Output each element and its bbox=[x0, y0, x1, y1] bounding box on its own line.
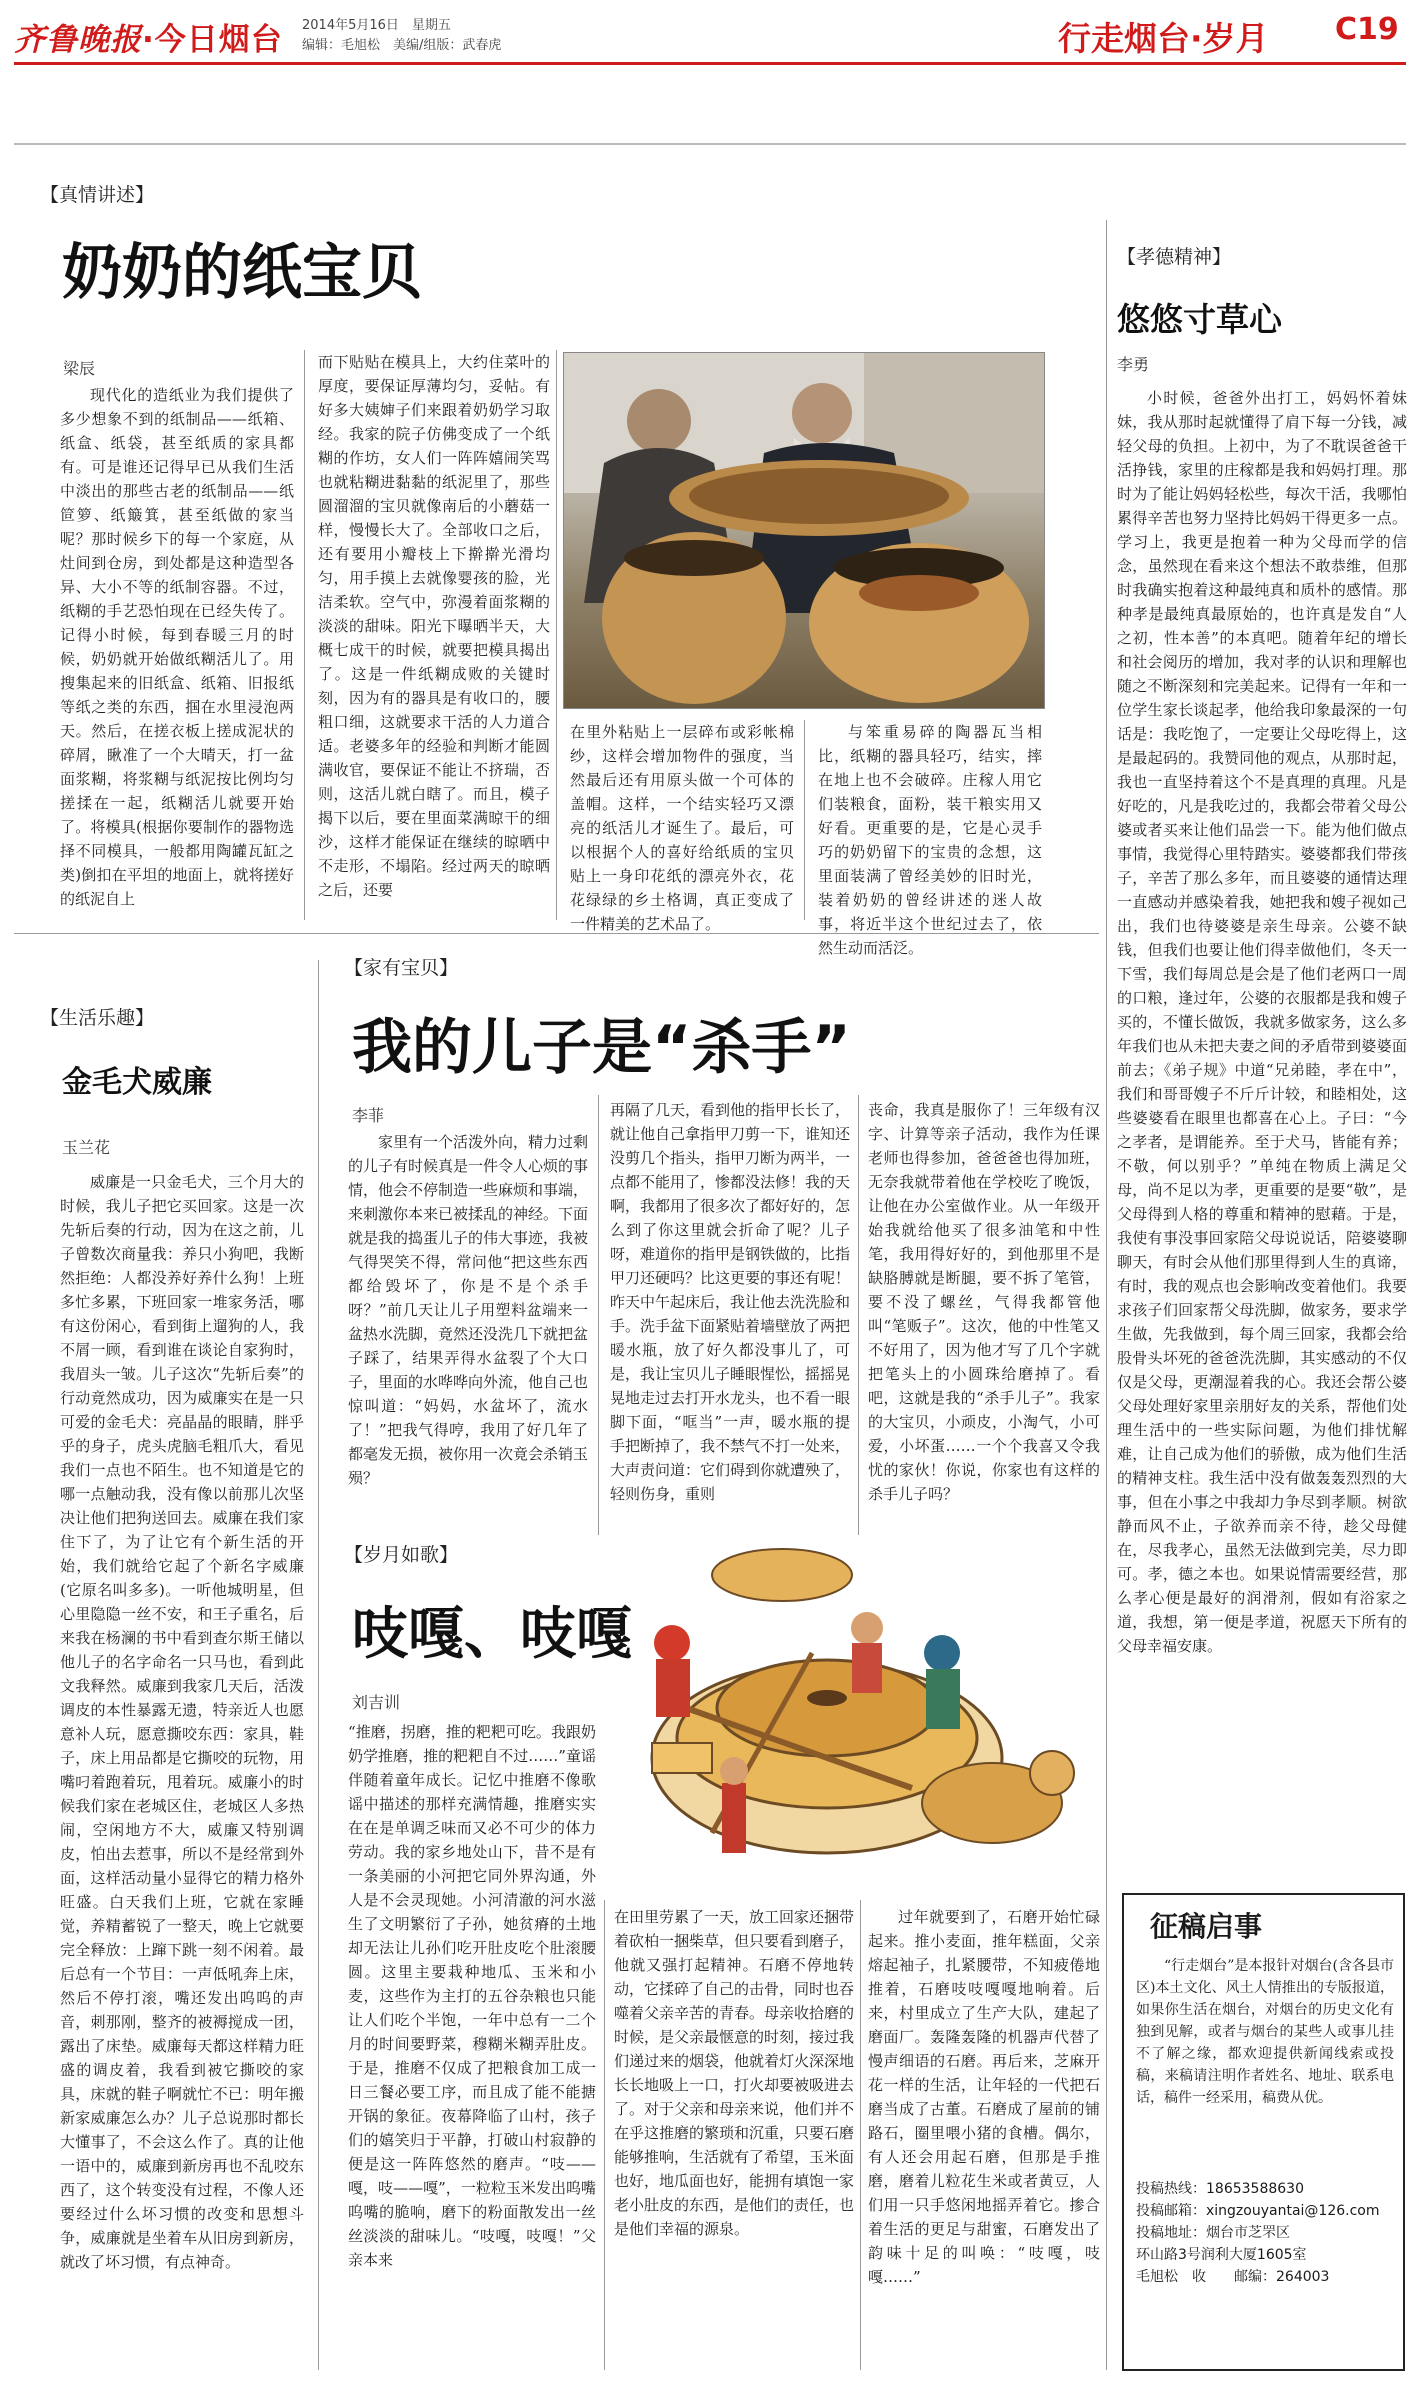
article5-title: 吱嘎、吱嘎 bbox=[352, 1602, 632, 1667]
article5-author: 刘吉训 bbox=[352, 1693, 401, 1712]
notice-contact bbox=[1136, 2178, 1398, 2288]
article2-author: 李勇 bbox=[1117, 355, 1150, 374]
elderly-couple-photo bbox=[563, 352, 1045, 709]
article1-tag: 【真情讲述】 bbox=[40, 184, 155, 206]
article1-col3: 在里外粘贴上一层碎布或彩帐棉纱，这样会增加物件的强度，当然最后还有用原头做一个可体的盖帽。这样，一个结实轻巧又漂亮的纸活儿才诞生了。最后，可以根据个人的喜好给纸质的宝贝贴上一身印花纸的漂亮外衣，花花绿绿的乡土格调，真正变成了一件精美的艺术品了。 bbox=[570, 723, 794, 933]
article3-title: 我的儿子是“杀手” bbox=[352, 1013, 851, 1083]
article1-title: 奶奶的纸宝贝 bbox=[62, 238, 422, 308]
brand-name: 齐鲁晚报 bbox=[14, 22, 142, 58]
brand-logo bbox=[14, 14, 283, 59]
column-divider bbox=[598, 1095, 599, 1535]
article4-title: 金毛犬威廉 bbox=[62, 1065, 212, 1100]
article1-author: 梁辰 bbox=[63, 359, 96, 378]
article1-col4: 与笨重易碎的陶器瓦当相比，纸糊的器具轻巧，结实，摔在地上也不会破碎。庄稼人用它们装粮食，面粉，装干粮实用又好看。更重要的是，它是心灵手巧的奶奶留下的宝贵的念想，这里面装满了曾经美妙的旧时光，装着奶奶的曾经讲述的迷人故事，将近半这个世纪过去了，依然生动而活泛。 bbox=[818, 723, 1042, 957]
article4-body: 威廉是一只金毛犬，三个月大的时候，我儿子把它买回家。这是一次先斩后奏的行动，因为在这之前，儿子曾数次商量我：养只小狗吧，我断然拒绝：人都没养好养什么狗！上班多忙多累，下班回家一堆家务活，哪有这份闲心，看到街上遛狗的人，我不屑一顾，看到谁在谈论自家狗时，我眉头一皱。儿子这次“先斩后奏”的行动竟然成功，因为威廉实在是一只可爱的金毛犬：亮晶晶的眼睛，胖乎乎的身子，虎头虎脑毛粗爪大，看见我们一点也不陌生。也不知道是它的哪一点触动我，没有像以前那儿次坚决让他们把狗送回去。威廉在我们家住下了，为了让它有个新生活的开始，我们就给它起了个新名字威廉(它原名叫多多)。一听他城明星，但心里隐隐一丝不安，和王子重名，后来我在杨澜的书中看到查尔斯王储以他儿子的名字命名一只马也，看到此文我释然。威廉到我家几天后，活泼调皮的本性暴露无遗，特亲近人也愿意补人玩，愿意撕咬东西：家具，鞋子，床上用品都是它撕咬的玩物，用嘴叼着跑着玩，甩着玩。威廉小的时候我们家在老城区住，老城区人多热闹，空闲地方不大，威廉又特别调皮，怕出去惹事，所以不是经常到外面，这样活动量小显得它的精力格外旺盛。白天我们上班，它就在家睡觉，养精蓄锐了一整天，晚上它就要完全释放：上蹿下跳一刻不闲着。最后总有一个节目：一声低吼奔上床，然后不停打滚，嘴还发出呜呜的声音，刺那刚，整齐的被褥搅成一团，露出了床垫。威廉每天都这样精力旺盛的调皮着，我看到被它撕咬的家具，床就的鞋子啊就忙不已：明年搬新家威廉怎么办？儿子总说那时都长大懂事了，不会这么作了。真的让他一语中的，威廉到新房再也不乱咬东西了，这个转变没有过程，不像人还要经过什么坏习惯的改变和思想斗争，威廉就是坐着车从旧房到新房，就改了坏习惯，有点神奇。 bbox=[60, 1173, 304, 2271]
column-divider bbox=[556, 350, 557, 920]
notice-title: 征稿启事 bbox=[1150, 1910, 1263, 1943]
article5-col1: “推磨，拐磨，推的粑粑可吃。我跟奶奶学推磨，推的粑粑自不过……”童谣伴随着童年成长。记忆中推磨不像歌谣中描述的那样充满情趣，推磨实实在在是单调乏味而又必不可少的体力劳动。我的家乡地处山下，昔不是有一条美丽的小河把它同外界沟通，外人是不会灵现她。小河清澈的河水滋生了文明繁衍了子孙，她贫瘠的土地却无法让儿孙们吃开肚皮吃个肚滚腰圆。这里主要栽种地瓜、玉米和小麦，这些作为主打的五谷杂粮也只能让人们吃个半饱，一年中总有一二个月的时间要野菜，穆糊米糊弄肚皮。于是，推磨不仅成了把粮食加工成一日三餐必要工序，而且成了能不能搪开锅的象征。夜幕降临了山村，孩子们的嬉笑归于平静，打破山村寂静的便是这一阵阵悠然的磨声。“吱——嘎，吱——嘎”，一粒粒玉米发出呜嘴呜嘴的脆响，磨下的粉面散发出一丝丝淡淡的甜味儿。“吱嘎，吱嘎！”父亲本来 bbox=[348, 1723, 596, 2269]
article3-col1: 家里有一个活泼外向，精力过剩的儿子有时候真是一件令人心烦的事情，他会不停制造一些麻烦和事端，来刺激你本来已被揉乱的神经。下面就是我的捣蛋儿子的伟大事迹，我被气得哭笑不得，常问他“把这些东西都给毁坏了，你是不是个杀手呀？”前几天让儿子用塑料盆端来一盆热水洗脚，竟然还没洗几下就把盆子踩了，结果弄得水盆裂了个大口子，里面的水哗哗向外流，他自己也惊叫道：“妈妈，水盆坏了，流水了！”把我气得哼，我用了好几年了都毫发无损，被你用一次竟会杀销玉殒？ bbox=[348, 1133, 589, 1487]
notice-body: “行走烟台”是本报针对烟台(含各县市区)本土文化、风土人情推出的专版报道，如果你生活在烟台，对烟台的历史文化有独到见解，或者与烟台的某些人或事儿挂不了解之缘，都欢迎提供新闻线索或投稿，来稿请注明作者姓名、地址、联系电话，稿件一经采用，稿费从优。 bbox=[1136, 1958, 1394, 2106]
submission-phone: 投稿热线：18653588630 bbox=[1136, 2181, 1304, 2197]
issue-date: 2014年5月16日 星期五 bbox=[302, 18, 451, 33]
top-gray-rule bbox=[14, 143, 1406, 145]
article3-col2: 再隔了几天，看到他的指甲长长了，就让他自己拿指甲刀剪一下，谁知还没剪几个指头，指甲刀断为两半，一点都不能用了，惨都没法修！我的天啊，我都用了很多次了都好好的，怎么到了你这里就会折命了呢？儿子呀，难道你的指甲是钢铁做的，比指甲刀还硬吗？比这更要的事还有呢！昨天中午起床后，我让他去洗洗脸和手。洗手盆下面紧贴着墙壁放了两把暖水瓶，放了好久都没事儿了，可是，我让宝贝儿子睡眼惺忪，摇摇晃晃地走过去打开水龙头，也不看一眼脚下面，“哐当”一声，暖水瓶的提手把断掉了，我不禁气不打一处来，大声责问道：它们碍到你就遭殃了，轻则伤身，重则 bbox=[610, 1101, 851, 1503]
column-divider bbox=[804, 720, 805, 920]
article5-tag: 【岁月如歌】 bbox=[344, 1544, 459, 1566]
article3-author: 李菲 bbox=[352, 1106, 385, 1125]
article2-tag: 【孝德精神】 bbox=[1117, 246, 1232, 268]
brand-column: ·今日烟台 bbox=[142, 22, 283, 58]
submission-email: 投稿邮箱：xingzouyantai@126.com bbox=[1136, 2203, 1380, 2219]
submission-address-2: 环山路3号润利大厦1605室 bbox=[1136, 2247, 1307, 2263]
column-divider bbox=[860, 1900, 861, 2370]
editors-line: 编辑：毛旭松 美编/组版：武春虎 bbox=[302, 38, 502, 53]
column-divider bbox=[304, 350, 305, 920]
column-divider bbox=[858, 1095, 859, 1535]
article4-author: 玉兰花 bbox=[62, 1138, 111, 1157]
right-column-divider bbox=[1106, 220, 1107, 2370]
article5-col2: 在田里劳累了一天，放工回家还捆带着砍柏一捆柴草，但只要看到磨子，他就又强打起精神。石磨不停地转动，它揉碎了自己的击骨，同时也吞噬着父亲辛苦的青春。母亲收拾磨的时候，是父亲最惬意的时刻，接过我们递过来的烟袋，他就着灯火深深地长长地吸上一口，打火却要被吸进去了。对于父亲和母亲来说，他们并不在乎这推磨的繁琐和沉重，只要石磨能够推响，生活就有了希望，玉米面也好，地瓜面也好，能拥有填饱一家老小肚皮的东西，是他们的责任，也是他们幸福的源泉。 bbox=[614, 1908, 855, 2238]
masthead bbox=[0, 0, 1417, 70]
submission-recipient: 毛旭松 收 邮编：264003 bbox=[1136, 2269, 1330, 2285]
article3-tag: 【家有宝贝】 bbox=[344, 957, 459, 979]
article2-body: 小时候，爸爸外出打工，妈妈怀着妹妹，我从那时起就懂得了肩下每一分钱，减轻父母的负担。上初中，为了不耽误爸爸干活挣钱，家里的庄稼都是我和妈妈打理。那时为了能让妈妈轻松些，每次干活，我哪怕累得辛苦也努力坚持比妈妈干得更多一点。学习上，我更是抱着一种为父母而学的信念，虽然现在看来这个想法不敢恭维，但那时我确实抱着这种最纯真和质朴的感情。那种孝是最纯真最原始的，也许真是发自“人之初，性本善”的本真吧。随着年纪的增长和社会阅历的增加，我对孝的认识和理解也随之不断深刻和完美起来。记得有一年和一位学生家长谈起孝，他给我印象最深的一句话是：我吃饱了，一定要让父母吃得上，这是最起码的。我赞同他的观点，从那时起，我也一直坚持着这个不是真理的真理。凡是好吃的，凡是我吃过的，我都会带着父母公婆或者买来让他们品尝一下。能为他们做点事情，我觉得心里特踏实。婆婆都我们带孩子，辛苦了那么多年，而且婆婆的通情达理一直感动并感染着我，她把我和嫂子视如己出，我们也待婆婆是亲生母亲。公婆不缺钱，但我们也要让他们得幸做他们，冬天一下雪，我们每周总是会是了他们老两口一周的口粮，逢过年，公婆的衣服都是我和嫂子买的，不懂长做饭，我就多做家务，这么多年我们也从未把夫妻之间的矛盾带到婆婆面前去；《弟子规》中道“兄弟睦，孝在中”，我们和哥哥嫂子不斤斤计较，和睦相处，这些婆婆看在眼里也都喜在心上。子曰：“今之孝者，是谓能养。至于犬马，皆能有养；不敬，何以别乎？”单纯在物质上满足父母，尚不足以为孝，更重要的是要“敬”，是父母得到人格的尊重和精神的慰藉。于是，我使有事没事回家陪父母说说话，陪婆婆聊聊天，有时会从他们那里得到人生的真谛，有时，我的观点也会影响改变着他们。我要求孩子们回家帮父母洗脚，做家务，要求学生做，先我做到，每个周三回家，我都会给股骨头坏死的爸爸洗洗脚，其实感动的不仅仅是父母，更潮湿着我的心。我还会帮公婆父母处理好家里亲朋好友的关系，帮他们处理生活中的一些实际问题，为他们排忧解难，让自己成为他们的骄傲，成为他们生活的精神支柱。我生活中没有做轰轰烈烈的大事，但在小事之中我却力争尽到孝顺。树欲静而风不止，子欲养而亲不待，趁父母健在，尽我孝心，虽然无法做到完美，尽力即可。孝，德之本也。如果说情需要经营，那么孝心便是最好的润滑剂，假如有浴家之道，我想，第一便是孝道，祝愿天下所有的父母幸福安康。 bbox=[1117, 389, 1407, 1655]
article2-title: 悠悠寸草心 bbox=[1117, 300, 1282, 339]
section-divider bbox=[14, 933, 1099, 934]
article1-col2: 而下贴贴在模具上，大约住菜叶的厚度，要保证厚薄均匀，妥帖。有好多大姨婶子们来跟着奶奶学习取经。我家的院子仿佛变成了一个纸糊的作坊，女人们一阵阵嬉闹笑骂也就粘糊进黏黏的纸泥里了，那些圆溜溜的宝贝就像南后的小蘑菇一样，慢慢长大了。全部收口之后，还有要用小瓣枝上下擀擀光滑均匀，用手摸上去就像婴孩的脸，光洁柔软。空气中，弥漫着面浆糊的淡淡的甜味。阳光下曝晒半天，大概七成干的时候，就要把模具揭出了。这是一件纸糊成败的关键时刻，因为有的器具是有收口的，腰粗口细，这就要求干活的人力道合适。老婆多年的经验和判断才能圆满收官，要保证不能让不挤瑞，否则，这活儿就白瞎了。而且，模子揭下以后，要在里面菜满晾干的细沙，这样才能保证在继续的晾晒中不走形，不塌陷。经过两天的晾晒之后，还要 bbox=[318, 353, 550, 899]
article1-col1: 现代化的造纸业为我们提供了多少想象不到的纸制品——纸箱、纸盒、纸袋，甚至纸质的家具都有。可是谁还记得早已从我们生活中淡出的那些古老的纸制品——纸笸箩、纸簸箕，甚至纸做的家当呢？那时候乡下的每一个家庭，从灶间到仓房，到处都是这种造型各异、大小不等的纸制容器。不过，纸糊的手艺恐怕现在已经失传了。记得小时候，每到春暖三月的时候，奶奶就开始做纸糊活儿了。用搜集起来的旧纸盒、纸箱、旧报纸等纸之类的东西，掴在水里浸泡两天。然后，在搓衣板上搓成泥状的碎屑，瞅准了一个大晴天，打一盆面浆糊，将浆糊与纸泥按比例均匀搓揉在一起，纸糊活儿就要开始了。将模具(根据你要制作的器物选择不同模具，一般都用陶罐瓦缸之类)倒扣在平坦的地面上，就将搓好的纸泥自上 bbox=[60, 386, 294, 908]
submission-address-1: 投稿地址：烟台市芝罘区 bbox=[1136, 2225, 1290, 2241]
page-number: C19 bbox=[1335, 12, 1399, 47]
article4-tag: 【生活乐趣】 bbox=[40, 1007, 155, 1029]
column-divider bbox=[318, 960, 319, 2370]
article3-col3: 丧命，我真是服你了！三年级有汉字、计算等亲子活动，我作为任课老师也得参加，爸爸爸也得加班，无奈我就带着他在学校吃了晚饭，让他在办公室做作业。从一年级开始我就给他买了很多油笔和中性笔，我用得好好的，到他那里不是缺胳膊就是断腿，要不拆了笔管，要不没了螺丝，气得我都管他叫“笔贩子”。这次，他的中性笔又不好用了，因为他才写了几个字就把笔头上的小圆珠给磨掉了。看吧，这就是我的“杀手儿子”。我家的大宝贝，小顽皮，小淘气，小可爱，小坏蛋……一个个我喜又令我忧的家伙！你说，你家也有这样的杀手儿子吗？ bbox=[868, 1101, 1100, 1503]
column-divider bbox=[604, 1900, 605, 2370]
masthead-rule bbox=[14, 62, 1406, 65]
article5-col3: 过年就要到了，石磨开始忙碌起来。推小麦面，推年糕面，父亲熔起袖子，扎紧腰带，不知疲倦地推着，石磨吱吱嘎嘎地响着。后来，村里成立了生产大队，建起了磨面厂。轰隆轰隆的机器声代替了慢声细语的石磨。再后来，芝麻开花一样的生活，让年轻的一代把石磨当成了古董。石磨成了屋前的铺路石，圈里喂小猪的食槽。偶尔，有人还会用起石磨，但那是手推磨，磨着儿粒花生米或者黄豆，人们用一只手悠闲地摇弄着它。掺合着生活的更足与甜蜜，石磨发出了韵味十足的叫唤：“吱嘎，吱嘎……” bbox=[868, 1908, 1100, 2286]
section-title: 行走烟台·岁月 bbox=[1058, 19, 1269, 58]
millstone-illustration bbox=[612, 1533, 1102, 1895]
